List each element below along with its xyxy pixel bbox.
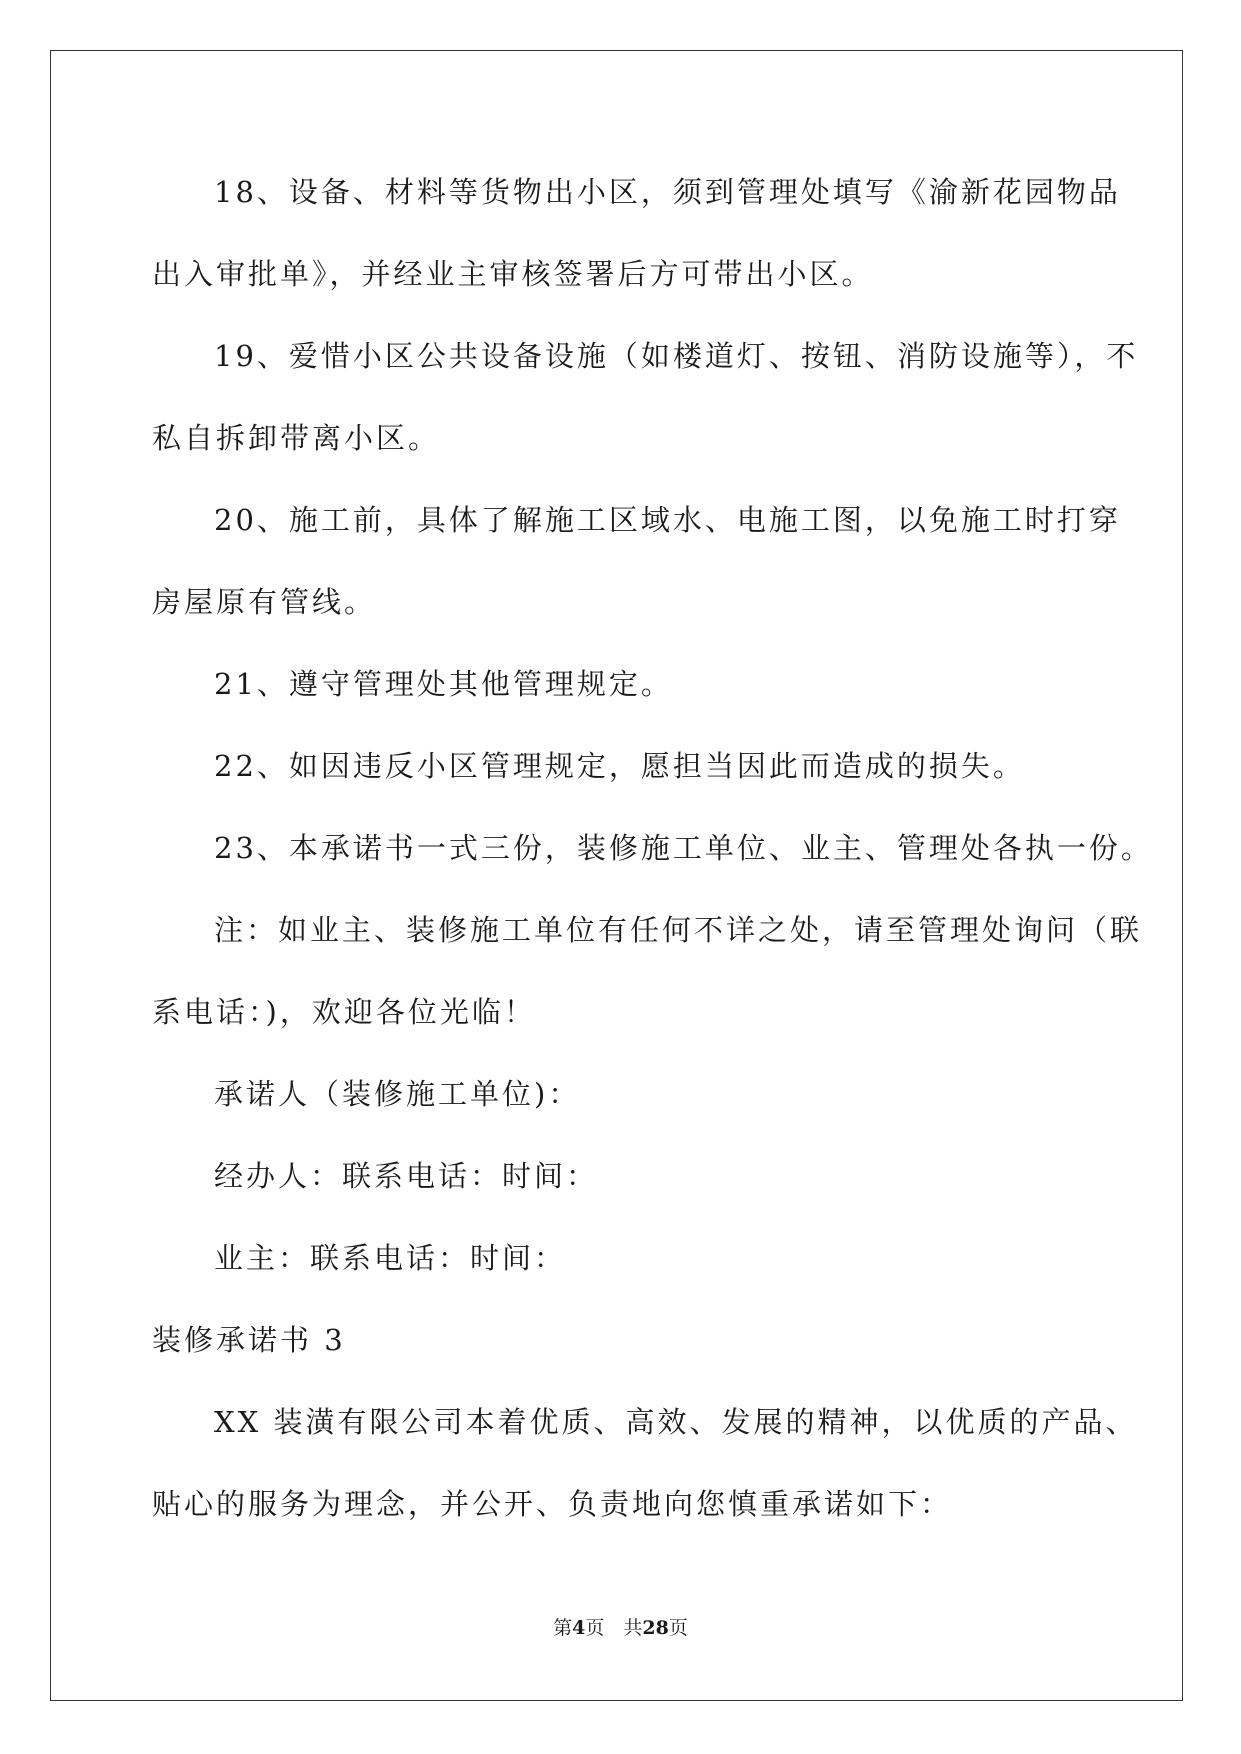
paragraph-line: 贴心的服务为理念，并公开、负责地向您慎重承诺如下： [152, 1487, 953, 1521]
paragraph-line: 21、遵守管理处其他管理规定。 [214, 667, 673, 701]
section-heading: 装修承诺书 3 [152, 1323, 346, 1357]
paragraph-line: 20、施工前，具体了解施工区域水、电施工图，以免施工时打穿 [214, 503, 1121, 537]
paragraph-line: XX 装潢有限公司本着优质、高效、发展的精神，以优质的产品、 [214, 1405, 1138, 1439]
paragraph-line: 私自拆卸带离小区。 [152, 421, 441, 455]
paragraph-line: 出入审批单》，并经业主审核签署后方可带出小区。 [152, 257, 874, 291]
signature-line: 业主：联系电话：时间： [214, 1241, 567, 1275]
paragraph-line: 22、如因违反小区管理规定，愿担当因此而造成的损失。 [214, 749, 1025, 783]
paragraph-line: 系电话：)，欢迎各位光临！ [152, 995, 536, 1029]
paragraph-line: 23、本承诺书一式三份，装修施工单位、业主、管理处各执一份。 [214, 831, 1153, 865]
paragraph-line: 房屋原有管线。 [152, 585, 377, 619]
footer-total-pages: 28 [642, 1617, 669, 1639]
paragraph-line: 18、设备、材料等货物出小区，须到管理处填写《渝新花园物品 [214, 175, 1121, 209]
page-footer [0, 1616, 1241, 1640]
footer-suffix: 页 [668, 1617, 688, 1639]
signature-line: 承诺人（装修施工单位)： [214, 1077, 581, 1111]
paragraph-line: 19、爱惜小区公共设备设施（如楼道灯、按钮、消防设施等），不 [214, 339, 1139, 373]
footer-mid: 页 共 [585, 1617, 643, 1639]
footer-page-number: 4 [572, 1617, 586, 1639]
page-border [50, 50, 1183, 1701]
signature-line: 经办人：联系电话：时间： [214, 1159, 599, 1193]
footer-prefix: 第 [553, 1617, 573, 1639]
paragraph-line: 注：如业主、装修施工单位有任何不详之处，请至管理处询问（联 [214, 913, 1143, 947]
